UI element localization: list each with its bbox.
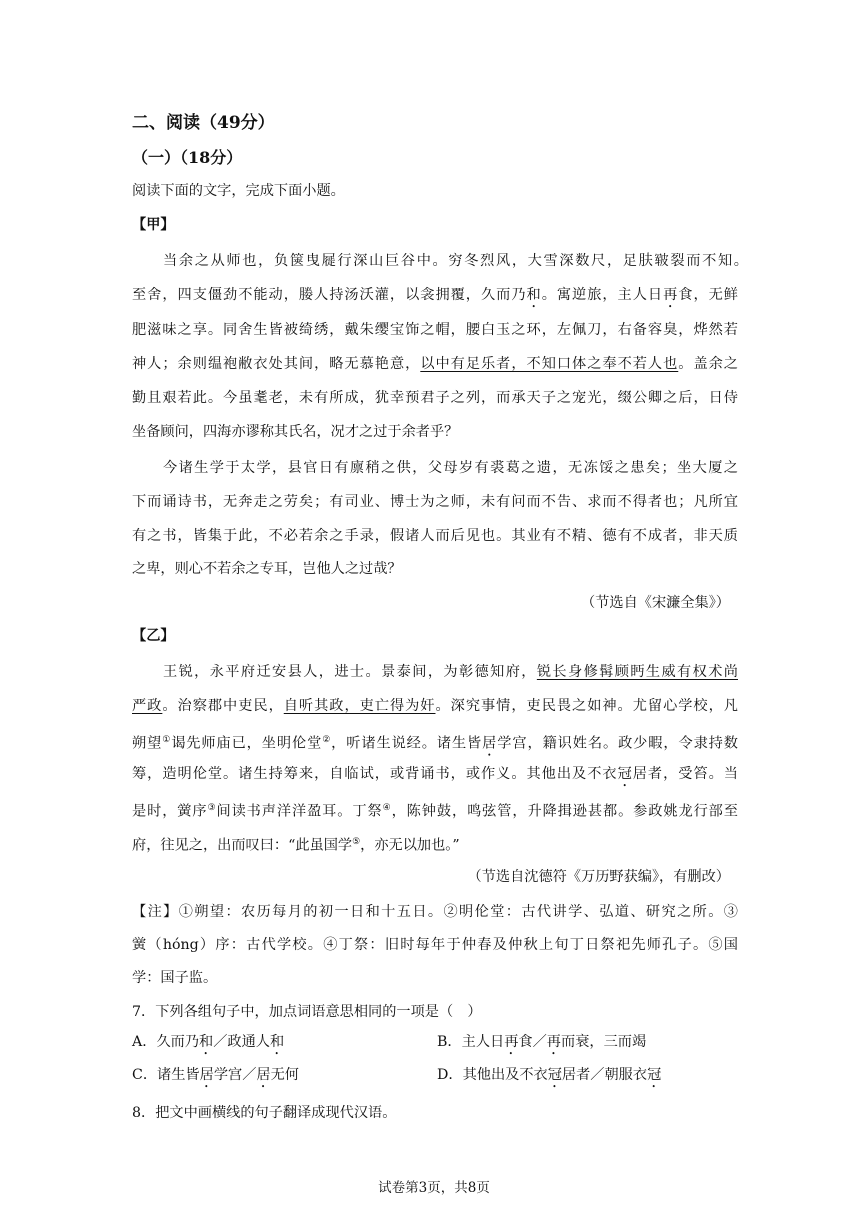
page-footer: 试卷第3页，共8页 bbox=[378, 1180, 490, 1196]
notes-line: 黉（hóng）序：古代学校。④丁祭：旧时每年于仲春及仲秋上旬丁日祭祀先师孔子。⑤国 bbox=[132, 937, 738, 953]
notes-line: 学：国子监。 bbox=[132, 970, 218, 986]
notes-line: 【注】①朔望：农历每月的初一日和十五日。②明伦堂：古代讲学、弘道、研究之所。③ bbox=[132, 904, 738, 920]
footnote-marker: ② bbox=[322, 735, 332, 745]
passage-a-line: 之卑，则心不若余之专耳，岂他人之过哉？ bbox=[132, 561, 402, 577]
underlined-sentence: 自听其政，吏亡得为奸 bbox=[283, 698, 436, 714]
passage-b-line: 是时，黉序③间读书声洋洋盈耳。丁祭④，陈钟鼓，鸣弦管，升降揖逊甚都。参政姚龙行部至 bbox=[132, 803, 738, 820]
passage-a-line: 至舍，四支僵劲不能动，媵人持汤沃灌，以衾拥覆，久而乃和。寓逆旅，主人日再食，无鲜 bbox=[132, 287, 738, 303]
emphasis-dot-word: 再 bbox=[504, 1034, 519, 1050]
passage-a-line: 勤且艰若此。今虽耄老，未有所成，犹幸预君子之列，而承天子之宠光，缀公卿之后，日侍 bbox=[132, 390, 738, 406]
passage-a-line: 肥滋味之享。同舍生皆被绮绣，戴朱缨宝饰之帽，腰白玉之环，左佩刀，右备容臭，烨然若 bbox=[132, 322, 738, 338]
option-b[interactable]: B．主人日再食／再而衰，三而竭 bbox=[437, 1034, 647, 1050]
footnote-marker: ① bbox=[162, 735, 172, 745]
emphasis-dot-word: 冠 bbox=[617, 766, 633, 782]
passage-b-line: 朔望①谒先师庙已，坐明伦堂②，听诸生说经。诸生皆居学宫，籍识姓名。政少暇，令隶持数 bbox=[132, 735, 738, 752]
passage-b-line: 王锐，永平府迁安县人，进士。景泰间，为彰德知府，锐长身修髯顾眄生威有权术尚 bbox=[163, 664, 738, 680]
emphasis-dot-word: 冠 bbox=[547, 1067, 562, 1083]
option-d[interactable]: D．其他出及不衣冠居者／朝服衣冠 bbox=[437, 1067, 662, 1083]
emphasis-dot-word: 居 bbox=[256, 1067, 271, 1083]
emphasis-dot-word: 和 bbox=[269, 1034, 285, 1050]
passage-b-line: 府，往见之，出而叹曰：“此虽国学⑤，亦无以加也。” bbox=[132, 837, 460, 854]
option-a[interactable]: A．久而乃和／政通人和 bbox=[132, 1034, 285, 1050]
emphasis-dot-word: 再 bbox=[546, 1034, 561, 1050]
question-8-stem: 8．把文中画横线的句子翻译成现代汉语。 bbox=[132, 1105, 397, 1121]
emphasis-dot-word: 和 bbox=[526, 287, 542, 303]
passage-b-tag: 【乙】 bbox=[132, 628, 175, 644]
passage-a-line: 当余之从师也，负箧曳屣行深山巨谷中。穷冬烈风，大雪深数尺，足肤皲裂而不知。 bbox=[163, 253, 748, 269]
underlined-sentence: 锐长身修髯顾眄生威有权术尚 bbox=[536, 664, 738, 680]
footnote-marker: ⑤ bbox=[352, 837, 361, 847]
section-title: 二、阅读（49分） bbox=[132, 113, 275, 133]
question-7-stem: 7．下列各组句子中，加点词语意思相同的一项是（ ） bbox=[132, 1004, 482, 1020]
passage-a-source: （节选自《宋濂全集》） bbox=[581, 595, 730, 611]
passage-a-line: 坐备顾问，四海亦谬称其氏名，况才之过于余者乎？ bbox=[132, 424, 459, 440]
underlined-sentence: 严政 bbox=[132, 698, 163, 714]
passage-b-line: 筹，造明伦堂。诸生持筹来，自临试，或背诵书，或作义。其他出及不衣冠居者，受笞。当 bbox=[132, 766, 738, 782]
footnote-marker: ④ bbox=[382, 803, 392, 813]
emphasis-dot-word: 冠 bbox=[647, 1067, 662, 1083]
emphasis-dot-word: 居 bbox=[482, 735, 498, 752]
passage-a-line: 神人；余则缊袍敝衣处其间，略无慕艳意，以中有足乐者，不知口体之奉不若人也。盖余之 bbox=[132, 356, 738, 372]
option-c[interactable]: C．诸生皆居学宫／居无何 bbox=[132, 1067, 299, 1083]
instruction: 阅读下面的文字，完成下面小题。 bbox=[132, 183, 345, 199]
emphasis-dot-word: 和 bbox=[199, 1034, 214, 1050]
passage-a-line: 有之书，皆集于此，不必若余之手录，假诸人而后见也。其业有不精、德有不成者，非天质 bbox=[132, 528, 738, 544]
passage-a-line: 下而诵诗书，无奔走之劳矣；有司业、博士为之师，未有问而不告、求而不得者也；凡所宜 bbox=[132, 494, 738, 510]
passage-a-tag: 【甲】 bbox=[132, 217, 175, 233]
underlined-sentence: 以中有足乐者，不知口体之奉不若人也 bbox=[420, 356, 679, 372]
footnote-marker: ③ bbox=[207, 803, 217, 813]
passage-b-line: 严政。治察郡中吏民，自听其政，吏亡得为奸。深究事情，吏民畏之如神。尤留心学校，凡 bbox=[132, 698, 738, 714]
emphasis-dot-word: 居 bbox=[199, 1067, 214, 1083]
passage-a-line: 今诸生学于太学，县官日有廪稍之供，父母岁有裘葛之遗，无冻馁之患矣；坐大厦之 bbox=[163, 460, 738, 476]
passage-b-source: （节选自沈德符《万历野获编》，有删改） bbox=[467, 869, 730, 885]
subsection-title: （一）（18分） bbox=[132, 148, 243, 167]
emphasis-dot-word: 再 bbox=[663, 287, 679, 303]
